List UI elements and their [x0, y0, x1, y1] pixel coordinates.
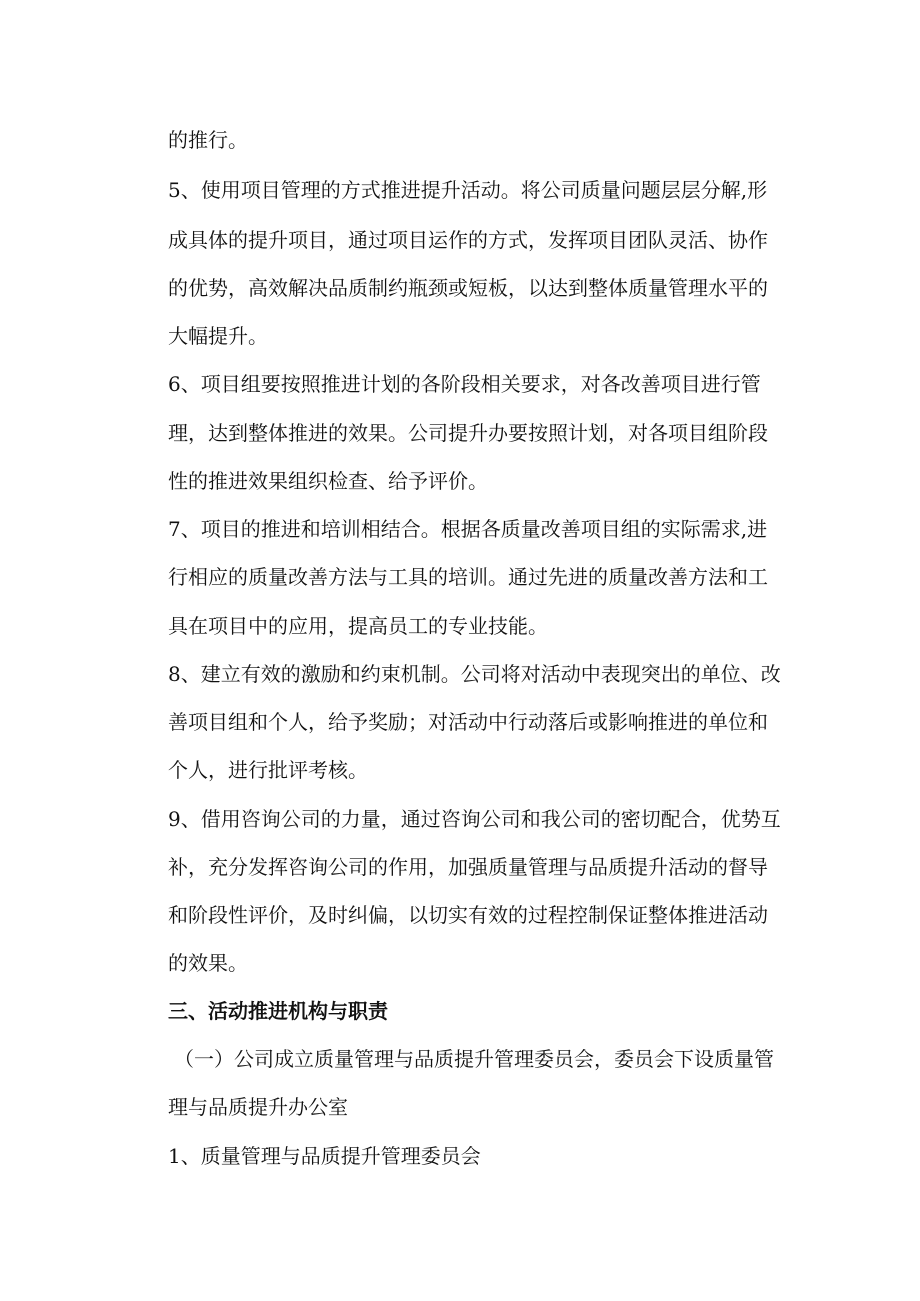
- text-line: 8、建立有效的激励和约束机制。公司将对活动中表现突出的单位、改: [168, 662, 781, 686]
- text-line: 行相应的质量改善方法与工具的培训。通过先进的质量改善方法和工: [168, 565, 768, 589]
- text-line: 的优势，高效解决品质制约瓶颈或短板，以达到整体质量管理水平的: [168, 276, 768, 300]
- text-line: 5、使用项目管理的方式推进提升活动。将公司质量问题层层分解,形: [168, 178, 768, 202]
- text-line: 个人，进行批评考核。: [168, 758, 368, 782]
- text-line: 成具体的提升项目，通过项目运作的方式，发挥项目团队灵活、协作: [168, 228, 768, 252]
- text-line: 补，充分发挥咨询公司的作用，加强质量管理与品质提升活动的督导: [168, 855, 768, 879]
- text-line: 理与品质提升办公室: [168, 1095, 348, 1119]
- text-line: 的推行。: [168, 128, 248, 152]
- text-line: 的效果。: [168, 951, 248, 975]
- text-line: 善项目组和个人，给予奖励；对活动中行动落后或影响推进的单位和: [168, 710, 768, 734]
- text-line: 9、借用咨询公司的力量，通过咨询公司和我公司的密切配合，优势互: [168, 807, 781, 831]
- text-line: 7、项目的推进和培训相结合。根据各质量改善项目组的实际需求,进: [168, 517, 768, 541]
- text-line: 1、质量管理与品质提升管理委员会: [168, 1144, 481, 1168]
- section-heading: 三、活动推进机构与职责: [168, 999, 388, 1023]
- text-line: 理，达到整体推进的效果。公司提升办要按照计划，对各项目组阶段: [168, 421, 768, 445]
- text-line: 性的推进效果组织检查、给予评价。: [168, 469, 488, 493]
- text-line: 大幅提升。: [168, 324, 268, 348]
- text-line: 具在项目中的应用，提高员工的专业技能。: [168, 614, 548, 638]
- text-line: 6、项目组要按照推进计划的各阶段相关要求，对各改善项目进行管: [168, 372, 761, 396]
- text-line: 和阶段性评价，及时纠偏，以切实有效的过程控制保证整体推进活动: [168, 903, 768, 927]
- text-line: （一）公司成立质量管理与品质提升管理委员会，委员会下设质量管: [174, 1047, 774, 1071]
